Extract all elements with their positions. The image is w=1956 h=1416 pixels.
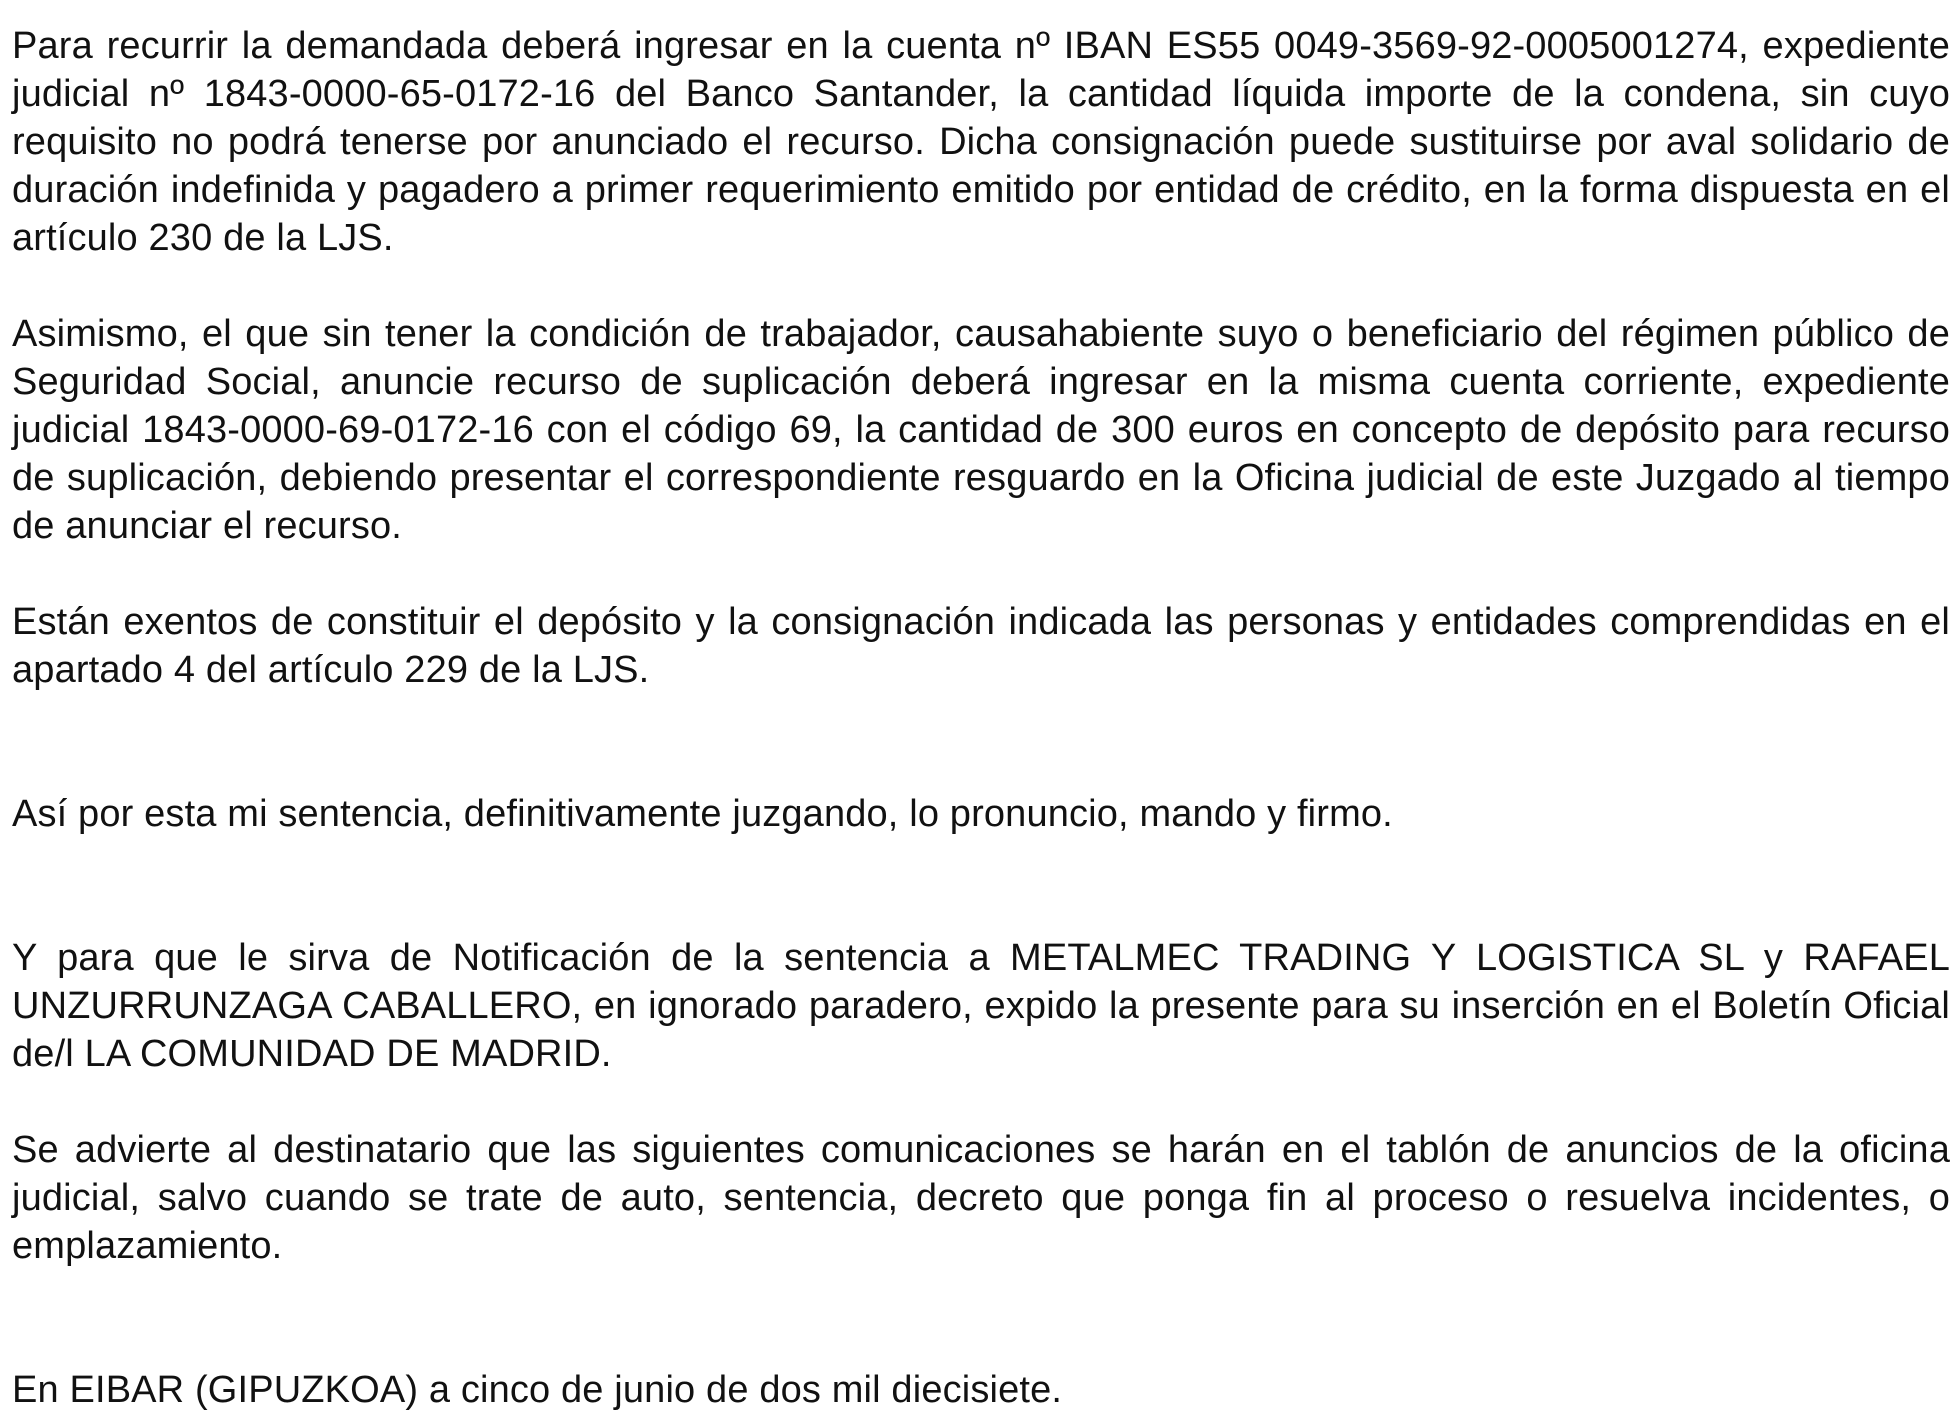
paragraph-recurso-consignacion: Para recurrir la demandada deberá ingresar en la cuenta nº IBAN ES55 0049-3569-92-0005001274, expediente judicial nº 1843-0000-65-0172-16 del Banco Santander, la cantidad líquida importe de la condena, sin cuyo requisito no podrá tenerse por anunciado el recurso. Dicha consignación puede sustituirse por aval solidario de duración indefinida y pagadero a primer requerimiento emitido por entidad de crédito, en la forma dispuesta en el artículo 230 de la LJS. <box>12 25 1950 259</box>
paragraph-exentos: Están exentos de constituir el depósito y la consignación indicada las personas y entidades comprendidas en el apartado 4 del artículo 229 de la LJS. <box>12 601 1950 691</box>
document-page <box>12 0 1952 1416</box>
paragraph-lugar-fecha: En EIBAR (GIPUZKOA) a cinco de junio de dos mil diecisiete. <box>12 1369 1063 1411</box>
paragraph-deposito-suplicacion: Asimismo, el que sin tener la condición de trabajador, causahabiente suyo o beneficiario del régimen público de Seguridad Social, anuncie recurso de suplicación deberá ingresar en la misma cuenta corriente, expediente judicial 1843-0000-69-0172-16 con el código 69, la cantidad de 300 euros en concepto de depósito para recurso de suplicación, debiendo presentar el correspondiente resguardo en la Oficina judicial de este Juzgado al tiempo de anunciar el recurso. <box>12 313 1950 547</box>
paragraph-advertencia: Se advierte al destinatario que las siguientes comunicaciones se harán en el tablón de anuncios de la oficina judicial, salvo cuando se trate de auto, sentencia, decreto que ponga fin al proceso o resuelva incidentes, o emplazamiento. <box>12 1129 1950 1267</box>
paragraph-notificacion: Y para que le sirva de Notificación de la sentencia a METALMEC TRADING Y LOGISTICA SL y RAFAEL UNZURRUNZAGA CABALLERO, en ignorado paradero, expido la presente para su inserción en el Boletín Oficial de/l LA COMUNIDAD DE MADRID. <box>12 937 1950 1075</box>
paragraph-sentencia-firma: Así por esta mi sentencia, definitivamente juzgando, lo pronuncio, mando y firmo. <box>12 793 1393 835</box>
